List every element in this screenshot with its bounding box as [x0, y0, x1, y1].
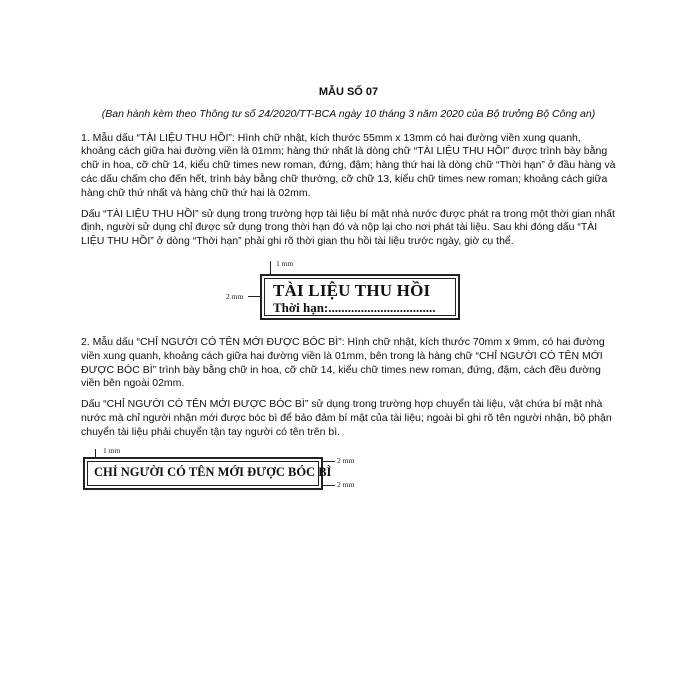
- stamp1-title-text: TÀI LIỆU THU HỒI: [273, 280, 431, 300]
- stamp2-inner-border: [87, 461, 332, 486]
- stamp2-right-top-dimension-label: 2 mm: [337, 455, 355, 465]
- stamp2-right-top-marker: [323, 461, 335, 462]
- stamp1-outer-border: [260, 274, 460, 320]
- section1-paragraph2: Dấu “TÀI LIỆU THU HỒI” sử dụng trong trường hợp tài liệu bí mật nhà nước được phát ra trong một thời gian nhất định, người sử dụng chỉ được sử dụng trong thời hạn đó và nộp lại cho nơi phát tài liệu. Sau khi đóng dấu “TÀI LIỆU THU HỒI” ở dòng “Thời hạn” phải ghi rõ thời gian thu hồi tài liệu trước ngày, giờ cụ thể.: [81, 207, 615, 248]
- section1-paragraph1: 1. Mẫu dấu “TÀI LIỆU THU HỒI”: Hình chữ nhật, kích thước 55mm x 13mm có hai đường viền xung quanh, khoảng cách giữa hai đường viền là 01mm; hàng thứ nhất là dòng chữ “TÀI LIỆU THU HỒI” được trình bày bằng chữ in hoa, cỡ chữ 14, kiểu chữ times new roman, đứng, đậm; hàng thứ hai là dòng chữ “Thời hạn” ở đầu hàng và các dấu chấm cho đến hết, trình bày bằng chữ thường, cỡ chữ 13, kiểu chữ times new roman; khoảng cách giữa hàng chữ thứ nhất và hàng chữ thứ hai là 02mm.: [81, 131, 616, 199]
- stamp2-outer-border: [83, 457, 332, 490]
- stamp2-top-dimension-label: 1 mm: [103, 445, 121, 455]
- stamp1-left-dimension-marker: [248, 296, 260, 297]
- stamp2-text: CHỈ NGƯỜI CÓ TÊN MỚI ĐƯỢC BÓC BÌ: [94, 464, 332, 479]
- section2-paragraph2: Dấu “CHỈ NGƯỜI CÓ TÊN MỚI ĐƯỢC BÓC BÌ” sử dụng trong trường hợp chuyển tài liệu, vật chứa bí mật nhà nước mà chỉ người nhận mới được bóc bì để bảo đảm bí mật của tài liệu; ngoài bì ghi rõ tên người nhận, bộ phận chuyển tài liệu phải chuyển tận tay người có tên trên bì.: [81, 398, 612, 438]
- stamp2-right-bottom-dimension-label: 2 mm: [337, 479, 355, 489]
- stamp-tai-lieu-thu-hoi-figure: [226, 256, 466, 328]
- document-subtitle: (Ban hành kèm theo Thông tư số 24/2020/TT-BCA ngày 10 tháng 3 năm 2020 của Bộ trưởng Bộ Công an): [101, 107, 596, 120]
- stamp2-right-bottom-marker: [323, 485, 335, 486]
- stamp1-left-dimension-label: 2 mm: [226, 291, 244, 301]
- stamp-chi-nguoi-co-ten-figure: [81, 447, 361, 499]
- section2-paragraph1: 2. Mẫu dấu “CHỈ NGƯỜI CÓ TÊN MỚI ĐƯỢC BÓC BÌ”: Hình chữ nhật, kích thước 70mm x 9mm, có hai đường viền xung quanh, khoảng cách giữa hai đường viền là 01mm, bên trong là hàng chữ “CHỈ NGƯỜI CÓ TÊN MỚI ĐƯỢC BÓC BÌ” trình bày bằng chữ in hoa, cỡ chữ 14, kiểu chữ times new roman, đứng, đậm, cách đều đường viền bên ngoài 02mm.: [81, 335, 605, 390]
- stamp1-top-dimension-label: 1 mm: [276, 258, 294, 268]
- document-page: [81, 86, 616, 499]
- stamp1-top-dimension-marker: [270, 261, 271, 275]
- document-title: MẪU SỐ 07: [318, 86, 379, 98]
- stamp1-inner-border: [264, 278, 456, 316]
- stamp1-deadline-text: Thời hạn:.................................: [273, 299, 436, 315]
